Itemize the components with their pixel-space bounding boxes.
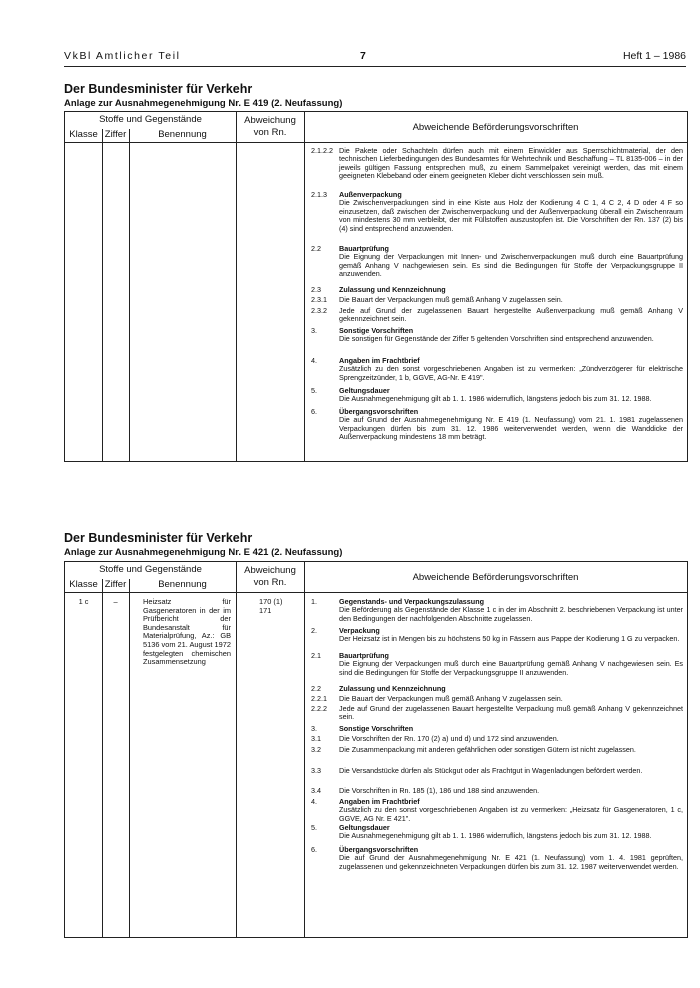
section1-subtitle: Anlage zur Ausnahmegenehmigung Nr. E 419 (2. Neufassung) [64, 98, 343, 109]
regulation-body: Die Ausnahmegenehmigung gilt ab 1. 1. 1986 widerruflich, längstens jedoch bis zum 31. 12. 1988. [339, 394, 652, 404]
regulation-number: 2.3 [311, 285, 321, 294]
regulation-number: 5. [311, 823, 317, 832]
regulation-heading: Übergangsvorschriften [339, 407, 419, 416]
regulation-number: 2.3.2 [311, 306, 327, 315]
regulation-text [339, 147, 683, 181]
regulation-number: 6. [311, 845, 317, 854]
ziffer-value: – [113, 597, 118, 606]
regulation-heading: Zulassung und Kennzeichnung [339, 285, 446, 294]
regulation-text [339, 598, 683, 623]
page-number: 7 [360, 50, 366, 62]
regulation-heading: Bauartprüfung [339, 244, 389, 253]
regulation-body: Die Zusammenpackung mit anderen gefährlichen oder sonstigen Gütern ist nicht zugelassen. [339, 745, 636, 754]
regulation-text [339, 627, 683, 644]
regulation-number: 4. [311, 797, 317, 806]
col-abweichung-header: Abweichung [244, 115, 296, 126]
section2-table [64, 561, 688, 938]
regulation-text [339, 705, 683, 722]
regulation-heading: Angaben im Frachtbrief [339, 797, 420, 806]
regulation-text [339, 652, 683, 677]
regulation-body: Die Vorschriften der Rn. 170 (2) a) und d) und 172 sind anzuwenden. [339, 734, 559, 743]
regulation-body: Zusätzlich zu den sonst vorgeschriebenen Angaben ist zu vermerken: „Zündverzögerer für elektrische Sprengzeitzünder, 1 b, GGVE, AG-Nr. E 419". [339, 364, 683, 382]
abweichung-value: 170 (1) 171 [259, 597, 283, 615]
regulation-heading: Sonstige Vorschriften [339, 326, 414, 335]
regulation-body: Die Ausnahmegenehmigung gilt ab 1. 1. 1986 widerruflich, längstens jedoch bis zum 31. 12. 1988. [339, 831, 652, 841]
regulation-text [339, 735, 683, 743]
regulation-text [339, 685, 683, 693]
regulation-heading: Übergangsvorschriften [339, 845, 419, 854]
regulation-text [339, 767, 683, 775]
regulation-body: Die Versandstücke dürfen als Stückgut oder als Frachtgut in Wagenladungen befördert werden. [339, 766, 643, 775]
regulation-text [339, 191, 683, 233]
col-von-rn-header: von Rn. [253, 127, 287, 138]
page-header [64, 50, 686, 64]
regulation-heading: Außenverpackung [339, 190, 402, 199]
regulation-text [339, 327, 683, 344]
regulation-text [339, 387, 683, 404]
regulation-number: 2.2.1 [311, 694, 327, 703]
header-rule [64, 66, 686, 67]
regulation-heading: Angaben im Frachtbrief [339, 356, 420, 365]
regulation-body: Die auf Grund der Ausnahmegenehmigung Nr. E 419 (1. Neufassung) vom 21. 1. 1981 zugelassenen Verpackungen dürfen bis zum 31. 12. 1986 weiterverwendet werden, wenn die Wanddicke der Außenverpackung mindestens 18 mm beträgt. [339, 415, 683, 442]
col-vorschriften-header-2: Abweichende Beförderungsvorschriften [412, 572, 579, 583]
regulation-heading: Geltungsdauer [339, 386, 390, 395]
regulation-heading: Geltungsdauer [339, 823, 390, 832]
regulation-body: Jede auf Grund der zugelassenen Bauart hergestellte Verpackung muß gemäß Anhang V gekennzeichnet sein. [339, 704, 683, 722]
benennung-value: Heizsatz für Gasgeneratoren in der im Prüfbericht der Bundesanstalt für Materialprüfung, Az.: GB 5136 vom 21. August 1972 festgelegten chemischen Zusammensetzung [143, 597, 231, 667]
col-stoffe-header: Stoffe und Gegenstände [99, 114, 202, 125]
regulation-body: Die sonstigen für Gegenstände der Ziffer 5 geltenden Vorschriften sind entsprechend anzuwenden. [339, 334, 654, 344]
regulation-number: 2.2.2 [311, 704, 327, 713]
col-abweichung-header-2: Abweichung [244, 565, 296, 576]
regulation-body: Jede auf Grund der zugelassenen Bauart hergestellte Außenverpackung muß gemäß Anhang V gekennzeichnet sein. [339, 306, 683, 324]
regulation-number: 3.4 [311, 786, 321, 795]
regulation-heading: Verpackung [339, 626, 380, 635]
regulation-text [339, 307, 683, 324]
regulation-text [339, 695, 683, 703]
regulation-text [339, 286, 683, 294]
col-benennung-header: Benennung [158, 129, 207, 140]
col-von-rn-header-2: von Rn. [253, 577, 287, 588]
regulation-number: 3.2 [311, 745, 321, 754]
regulation-text [339, 746, 683, 754]
regulation-heading: Gegenstands- und Verpackungszulassung [339, 597, 484, 606]
regulation-text [339, 408, 683, 442]
regulation-body: Die auf Grund der Ausnahmegenehmigung Nr. E 421 (1. Neufassung) vom 1. 4. 1981 geprüften, zugelassenen und gekennzeichneten Verpackungen dürfen bis zum 31. 12. 1987 weiterverwendet werden. [339, 853, 683, 871]
col-klasse-header-2: Klasse [69, 579, 98, 590]
regulation-body: Die Vorschriften in Rn. 185 (1), 186 und 188 sind anzuwenden. [339, 786, 540, 795]
regulation-number: 3.1 [311, 734, 321, 743]
regulation-number: 2.2 [311, 244, 321, 253]
journal-name: VkBl Amtlicher Teil [64, 50, 181, 62]
regulation-number: 3. [311, 724, 317, 733]
regulation-body: Die Beförderung als Gegenstände der Klasse 1 c in der im Abschnitt 2. beschriebenen Verpackung ist unter den Bedingungen der nachfolgenden Abschnitte zugelassen. [339, 605, 683, 623]
klasse-value: 1 c [78, 597, 89, 606]
regulation-number: 5. [311, 386, 317, 395]
regulation-text [339, 296, 683, 304]
regulation-heading: Sonstige Vorschriften [339, 724, 414, 733]
regulation-body: Der Heizsatz ist in Mengen bis zu höchstens 50 kg in Fässern aus Pappe der Kodierung 1 G zu verpacken. [339, 634, 680, 644]
regulation-body: Die Pakete oder Schachteln dürfen auch mit einem Einwickler aus Sperrschichtmaterial, der den technischen Lieferbedingungen des Bundesamtes für Wehrtechnik und Beschaffung – TL 8135-006 – in der jeweils gültigen Fassung entsprechen muß, zu einem Sammelpaket vereinigt werden, das mit einem geeigneten Klebeband oder einem geeigneten Kleber dicht verschlossen sein muß. [339, 146, 683, 181]
regulation-number: 1. [311, 597, 317, 606]
regulation-number: 2.1.2.2 [311, 146, 333, 155]
regulation-body: Die Eignung der Verpackungen mit Innen- und Zwischenverpackungen muß durch eine Bauartprüfung gemäß Anhang V nachgewiesen sein. Es sind die Bedingungen für Stoffe der Verpackungsgruppe II anzuwenden. [339, 252, 683, 279]
regulation-body: Zusätzlich zu den sonst vorgeschriebenen Angaben ist zu vermerken: „Heizsatz für Gasgeneratoren, 1 c, GGVE, AG Nr. E 421". [339, 805, 683, 823]
regulation-number: 2.1 [311, 651, 321, 660]
regulation-number: 4. [311, 356, 317, 365]
regulation-body: Die Zwischenverpackungen sind in eine Kiste aus Holz der Kodierung 4 C 1, 4 C 2, 4 D oder 4 F so einzusetzen, daß zwischen der Zwischenverpackung und der Außenverpackung überall ein Zwischenraum von mindestens 30 mm verbleibt, der mit Füllstoffen auszustopfen ist. Die Vorschriften der Rn. 137 (2) bis (4) sind entsprechend anzuwenden. [339, 198, 683, 233]
regulation-body: Die Bauart der Verpackungen muß gemäß Anhang V zugelassen sein. [339, 694, 563, 703]
regulation-heading: Bauartprüfung [339, 651, 389, 660]
regulation-text [339, 725, 683, 733]
issue-label: Heft 1 – 1986 [622, 50, 686, 62]
regulation-body: Die Eignung der Verpackungen muß durch eine Bauartprüfung gemäß Anhang V nachgewiesen sein. Es sind die Bedingungen für Stoffe der Verpackungsgruppe II anzuwenden. [339, 659, 683, 677]
regulation-number: 3. [311, 326, 317, 335]
regulation-number: 2.2 [311, 684, 321, 693]
regulation-heading: Zulassung und Kennzeichnung [339, 684, 446, 693]
regulation-number: 2.1.3 [311, 190, 327, 199]
section2-title: Der Bundesminister für Verkehr [64, 531, 253, 545]
section1-table [64, 111, 688, 462]
section2-subtitle: Anlage zur Ausnahmegenehmigung Nr. E 421 (2. Neufassung) [64, 547, 343, 558]
regulation-number: 2.3.1 [311, 295, 327, 304]
regulation-text [339, 798, 683, 823]
col-ziffer-header: Ziffer [104, 129, 127, 140]
regulation-text [339, 787, 683, 795]
regulation-number: 6. [311, 407, 317, 416]
col-ziffer-header-2: Ziffer [104, 579, 127, 590]
col-benennung-header-2: Benennung [158, 579, 207, 590]
regulation-body: Die Bauart der Verpackungen muß gemäß Anhang V zugelassen sein. [339, 295, 563, 304]
regulation-text [339, 824, 683, 841]
regulation-text [339, 357, 683, 382]
regulation-text [339, 245, 683, 279]
regulation-number: 2. [311, 626, 317, 635]
col-stoffe-header-2: Stoffe und Gegenstände [99, 564, 202, 575]
section1-title: Der Bundesminister für Verkehr [64, 82, 253, 96]
regulation-text [339, 846, 683, 871]
col-klasse-header: Klasse [69, 129, 98, 140]
col-vorschriften-header: Abweichende Beförderungsvorschriften [412, 122, 579, 133]
regulation-number: 3.3 [311, 766, 321, 775]
